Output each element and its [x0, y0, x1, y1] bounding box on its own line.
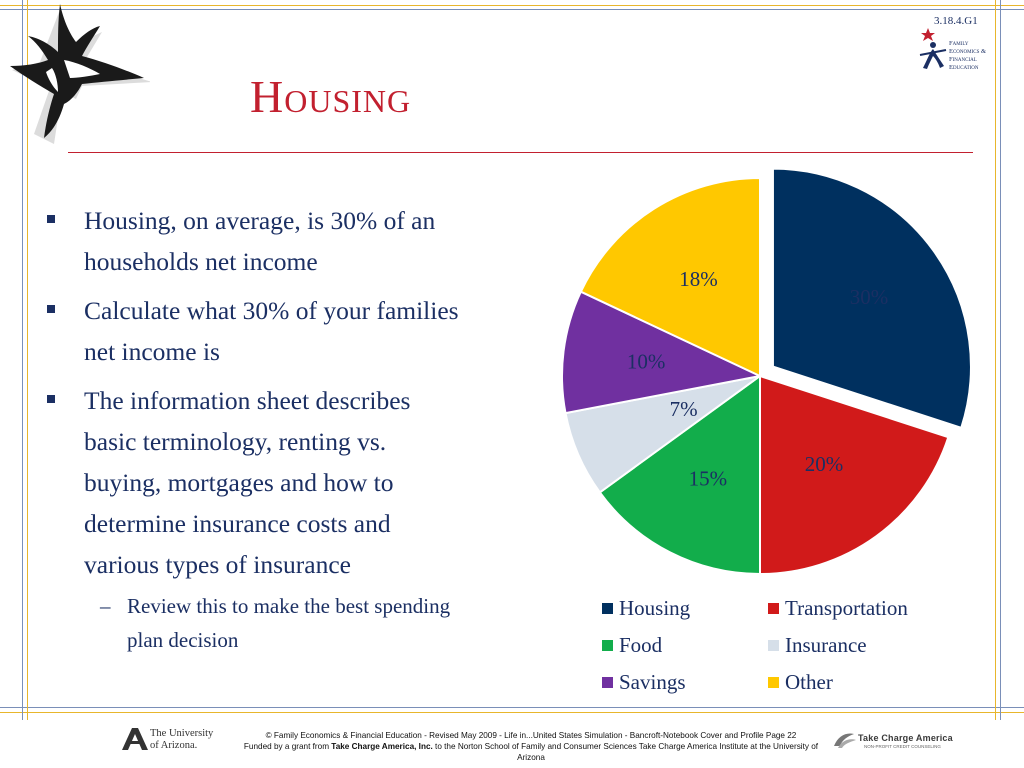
legend-label-other: Other — [785, 670, 833, 694]
bullet-square-icon — [47, 305, 55, 313]
legend-swatch-housing — [602, 603, 613, 614]
legend-label-savings: Savings — [619, 670, 686, 694]
pie-chart — [540, 160, 990, 705]
bullet-text: Housing, on average, is 30% of an households net income — [84, 206, 436, 276]
slide-code: 3.18.4.G1 — [934, 15, 978, 27]
frame-line-top — [0, 5, 1024, 6]
page-title: Housing — [250, 71, 412, 122]
legend-label-food: Food — [619, 633, 663, 657]
frame-line-right — [1000, 0, 1001, 720]
bullet-square-icon — [47, 215, 55, 223]
footer-text — [232, 730, 830, 763]
data-label-housing: 30% — [849, 284, 889, 309]
legend-label-insurance: Insurance — [785, 633, 867, 657]
footer-funder: Take Charge America, Inc. — [331, 742, 433, 751]
frame-line-bottom-inner — [0, 707, 1024, 708]
data-label-savings: 10% — [626, 349, 666, 374]
legend-swatch-savings — [602, 677, 613, 688]
bullet-square-icon — [47, 395, 55, 403]
chart-legend — [602, 596, 908, 694]
legend-swatch-insurance — [768, 640, 779, 651]
legend-swatch-transportation — [768, 603, 779, 614]
data-label-food: 15% — [688, 466, 728, 491]
title-divider — [68, 152, 973, 153]
frame-line-right-inner — [995, 0, 996, 720]
footer-line-1: © Family Economics & Financial Education - Revised May 2009 - Life in...United States Simulation - Bancroft-Notebook Cover and Profile Page 22 — [265, 731, 797, 740]
data-label-insurance: 7% — [669, 397, 698, 422]
bullet-item — [44, 380, 464, 585]
legend-label-transportation: Transportation — [785, 596, 908, 620]
footer-line-2 — [232, 741, 830, 763]
frame-line-bottom — [0, 712, 1024, 713]
footer-line-2-post: to the Norton School of Family and Consumer Sciences Take Charge America Institute at the University of Arizona — [432, 742, 819, 762]
bullet-text: The information sheet describes basic terminology, renting vs. buying, mortgages and how to determine insurance costs and various types of insurance — [84, 386, 411, 579]
frame-line-top-inner — [0, 9, 1024, 10]
sub-bullet-item — [44, 589, 464, 657]
university-logo-icon — [122, 728, 148, 750]
tca-subtitle: NON-PROFIT CREDIT COUNSELING — [864, 744, 941, 749]
sub-bullet-text: Review this to make the best spending plan decision — [127, 594, 451, 652]
data-label-other: 18% — [679, 267, 718, 292]
fefe-logo-text: Family Economics & Financial Education — [949, 40, 987, 71]
tca-name: Take Charge America — [858, 733, 953, 743]
footer-line-2-pre: Funded by a grant from — [243, 742, 332, 751]
data-label-transportation: 20% — [804, 452, 844, 477]
bullet-item — [44, 290, 464, 372]
bullet-item — [44, 200, 464, 282]
pie-slices — [562, 169, 971, 574]
sub-bullet-dash: – — [100, 594, 111, 618]
legend-swatch-other — [768, 677, 779, 688]
star-icon — [0, 0, 150, 150]
legend-swatch-food — [602, 640, 613, 651]
bullet-text: Calculate what 30% of your families net income is — [84, 296, 459, 366]
legend-label-housing: Housing — [619, 596, 691, 620]
bullet-list — [44, 200, 464, 657]
university-name: The University of Arizona. — [150, 728, 214, 751]
